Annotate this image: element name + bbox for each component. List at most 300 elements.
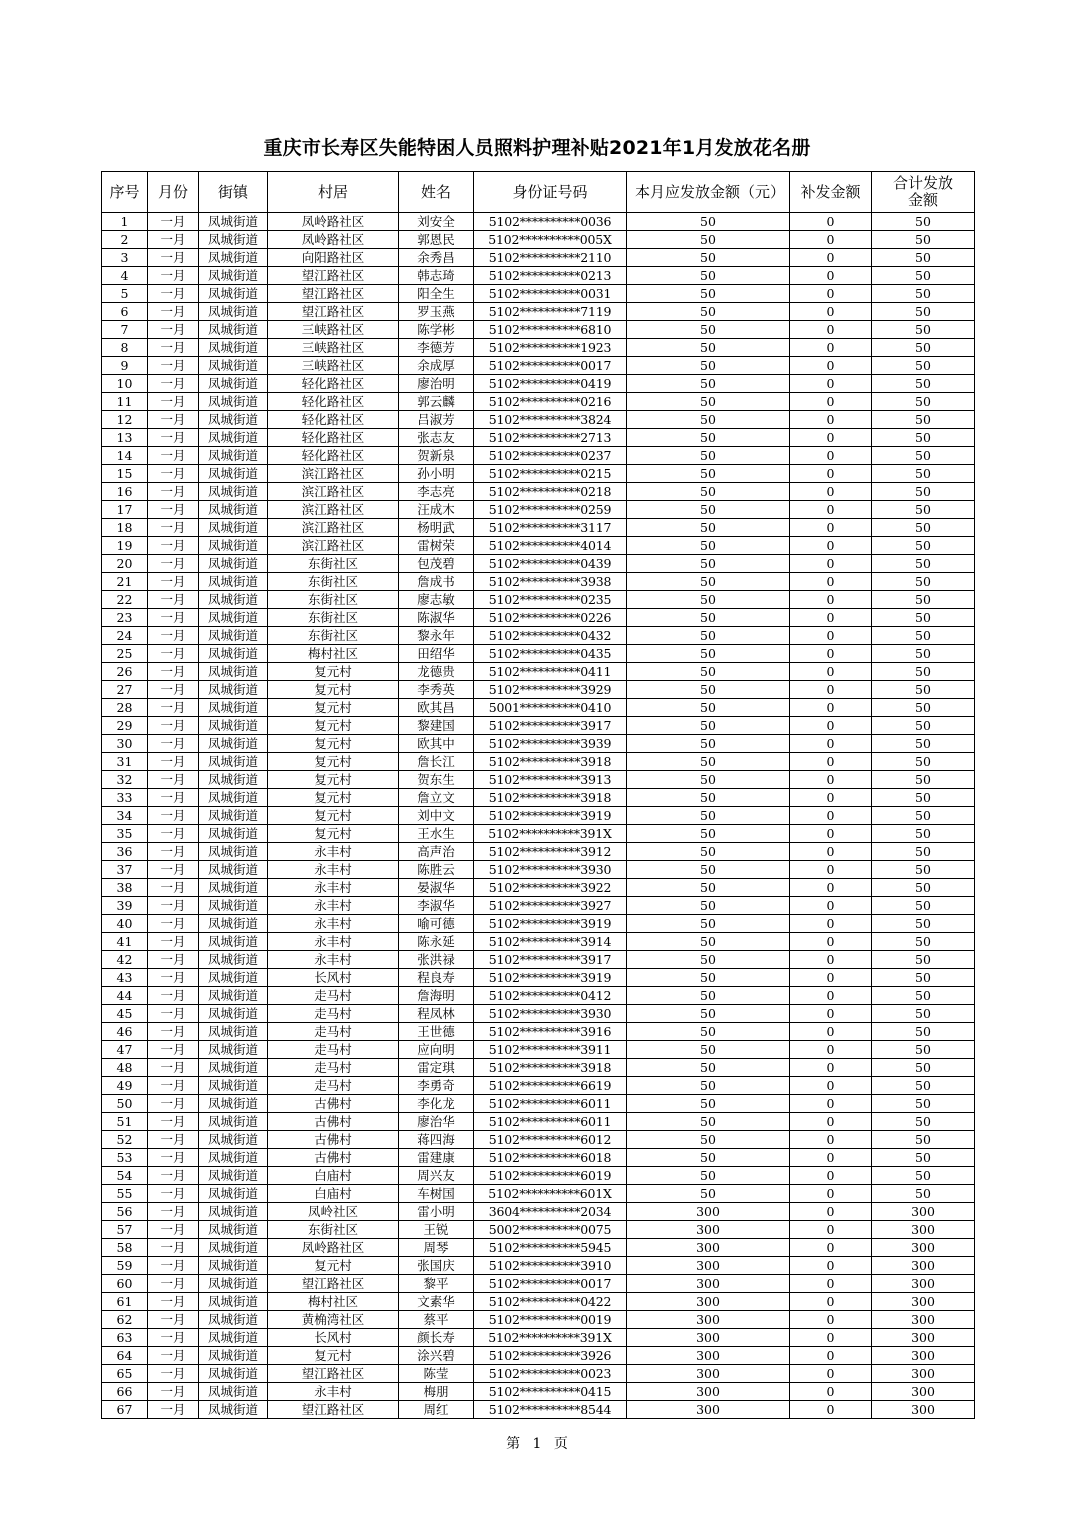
cell-due: 300	[627, 1203, 790, 1221]
cell-month: 一月	[148, 483, 199, 501]
cell-due: 50	[627, 897, 790, 915]
header-name: 姓名	[399, 172, 474, 213]
cell-street: 凤城街道	[199, 1131, 268, 1149]
cell-name: 吕淑芳	[399, 411, 474, 429]
cell-total: 50	[872, 555, 975, 573]
cell-name: 周兴友	[399, 1167, 474, 1185]
table-row	[102, 213, 975, 231]
table-row	[102, 339, 975, 357]
cell-community: 长风村	[268, 1329, 399, 1347]
cell-due: 50	[627, 285, 790, 303]
cell-month: 一月	[148, 231, 199, 249]
cell-month: 一月	[148, 933, 199, 951]
cell-month: 一月	[148, 699, 199, 717]
cell-id: 5102**********0259	[474, 501, 627, 519]
cell-supp: 0	[790, 1185, 872, 1203]
cell-community: 永丰村	[268, 861, 399, 879]
cell-total: 50	[872, 753, 975, 771]
cell-street: 凤城街道	[199, 825, 268, 843]
cell-community: 复元村	[268, 1347, 399, 1365]
cell-community: 凤岭路社区	[268, 231, 399, 249]
cell-supp: 0	[790, 627, 872, 645]
cell-due: 50	[627, 393, 790, 411]
cell-street: 凤城街道	[199, 393, 268, 411]
cell-community: 永丰村	[268, 897, 399, 915]
cell-seq: 45	[102, 1005, 148, 1023]
cell-total: 50	[872, 357, 975, 375]
cell-name: 颜长寿	[399, 1329, 474, 1347]
cell-seq: 1	[102, 213, 148, 231]
cell-month: 一月	[148, 1041, 199, 1059]
cell-month: 一月	[148, 339, 199, 357]
cell-community: 凤岭社区	[268, 1203, 399, 1221]
cell-name: 贺新泉	[399, 447, 474, 465]
cell-community: 东街社区	[268, 591, 399, 609]
cell-total: 50	[872, 1131, 975, 1149]
cell-total: 50	[872, 969, 975, 987]
cell-supp: 0	[790, 987, 872, 1005]
cell-supp: 0	[790, 1311, 872, 1329]
cell-community: 走马村	[268, 1023, 399, 1041]
table-row	[102, 555, 975, 573]
cell-street: 凤城街道	[199, 807, 268, 825]
cell-supp: 0	[790, 231, 872, 249]
cell-name: 包茂碧	[399, 555, 474, 573]
cell-due: 50	[627, 1131, 790, 1149]
table-row	[102, 933, 975, 951]
cell-due: 50	[627, 231, 790, 249]
cell-supp: 0	[790, 1059, 872, 1077]
cell-seq: 18	[102, 519, 148, 537]
cell-due: 50	[627, 267, 790, 285]
cell-id: 5102**********3918	[474, 789, 627, 807]
cell-community: 轻化路社区	[268, 447, 399, 465]
cell-street: 凤城街道	[199, 1203, 268, 1221]
cell-month: 一月	[148, 735, 199, 753]
roster-table	[101, 171, 975, 1419]
table-row	[102, 663, 975, 681]
cell-due: 50	[627, 735, 790, 753]
cell-name: 汪成木	[399, 501, 474, 519]
table-row	[102, 681, 975, 699]
cell-total: 50	[872, 303, 975, 321]
table-row	[102, 429, 975, 447]
cell-month: 一月	[148, 663, 199, 681]
cell-name: 龙德贵	[399, 663, 474, 681]
cell-id: 5102**********0215	[474, 465, 627, 483]
cell-street: 凤城街道	[199, 1221, 268, 1239]
cell-due: 300	[627, 1293, 790, 1311]
table-row	[102, 1041, 975, 1059]
cell-total: 50	[872, 573, 975, 591]
cell-month: 一月	[148, 1365, 199, 1383]
cell-seq: 65	[102, 1365, 148, 1383]
cell-name: 詹成书	[399, 573, 474, 591]
table-row	[102, 375, 975, 393]
cell-id: 5102**********391X	[474, 1329, 627, 1347]
cell-due: 50	[627, 447, 790, 465]
cell-id: 5102**********3938	[474, 573, 627, 591]
table-row	[102, 717, 975, 735]
cell-month: 一月	[148, 1311, 199, 1329]
cell-total: 50	[872, 951, 975, 969]
cell-id: 5102**********7119	[474, 303, 627, 321]
cell-supp: 0	[790, 447, 872, 465]
cell-month: 一月	[148, 465, 199, 483]
table-row	[102, 465, 975, 483]
cell-total: 50	[872, 429, 975, 447]
cell-supp: 0	[790, 609, 872, 627]
cell-name: 雷树荣	[399, 537, 474, 555]
cell-seq: 3	[102, 249, 148, 267]
cell-supp: 0	[790, 1131, 872, 1149]
table-row	[102, 843, 975, 861]
cell-total: 50	[872, 1077, 975, 1095]
cell-id: 5102**********3914	[474, 933, 627, 951]
cell-due: 300	[627, 1221, 790, 1239]
cell-id: 5102**********3824	[474, 411, 627, 429]
cell-due: 50	[627, 627, 790, 645]
cell-community: 东街社区	[268, 555, 399, 573]
cell-supp: 0	[790, 519, 872, 537]
cell-id: 5102**********3930	[474, 861, 627, 879]
cell-month: 一月	[148, 717, 199, 735]
cell-month: 一月	[148, 249, 199, 267]
cell-id: 5002**********0075	[474, 1221, 627, 1239]
cell-supp: 0	[790, 1023, 872, 1041]
cell-month: 一月	[148, 879, 199, 897]
cell-id: 5102**********0213	[474, 267, 627, 285]
table-row	[102, 249, 975, 267]
cell-total: 300	[872, 1347, 975, 1365]
cell-seq: 29	[102, 717, 148, 735]
cell-name: 杨明武	[399, 519, 474, 537]
table-row	[102, 1203, 975, 1221]
cell-supp: 0	[790, 267, 872, 285]
cell-month: 一月	[148, 1329, 199, 1347]
cell-street: 凤城街道	[199, 555, 268, 573]
cell-supp: 0	[790, 753, 872, 771]
cell-seq: 15	[102, 465, 148, 483]
cell-seq: 50	[102, 1095, 148, 1113]
cell-seq: 30	[102, 735, 148, 753]
cell-community: 望江路社区	[268, 267, 399, 285]
header-community: 村居	[268, 172, 399, 213]
cell-total: 50	[872, 411, 975, 429]
cell-due: 50	[627, 933, 790, 951]
cell-id: 5102**********3917	[474, 951, 627, 969]
cell-id: 5102**********0023	[474, 1365, 627, 1383]
cell-name: 廖志敏	[399, 591, 474, 609]
cell-street: 凤城街道	[199, 1167, 268, 1185]
cell-id: 5102**********3919	[474, 807, 627, 825]
table-row	[102, 447, 975, 465]
cell-community: 永丰村	[268, 1383, 399, 1401]
cell-supp: 0	[790, 1383, 872, 1401]
cell-seq: 14	[102, 447, 148, 465]
cell-street: 凤城街道	[199, 1149, 268, 1167]
cell-due: 50	[627, 411, 790, 429]
cell-due: 50	[627, 483, 790, 501]
cell-due: 50	[627, 843, 790, 861]
cell-month: 一月	[148, 447, 199, 465]
cell-total: 50	[872, 915, 975, 933]
table-row	[102, 1365, 975, 1383]
cell-street: 凤城街道	[199, 753, 268, 771]
cell-seq: 7	[102, 321, 148, 339]
table-row	[102, 645, 975, 663]
cell-supp: 0	[790, 699, 872, 717]
cell-name: 张国庆	[399, 1257, 474, 1275]
cell-due: 300	[627, 1401, 790, 1419]
cell-month: 一月	[148, 1167, 199, 1185]
cell-seq: 2	[102, 231, 148, 249]
cell-street: 凤城街道	[199, 1347, 268, 1365]
cell-total: 50	[872, 249, 975, 267]
cell-seq: 38	[102, 879, 148, 897]
cell-community: 复元村	[268, 789, 399, 807]
cell-total: 50	[872, 267, 975, 285]
cell-month: 一月	[148, 303, 199, 321]
cell-supp: 0	[790, 591, 872, 609]
cell-due: 50	[627, 249, 790, 267]
cell-total: 50	[872, 933, 975, 951]
cell-community: 东街社区	[268, 627, 399, 645]
cell-month: 一月	[148, 1005, 199, 1023]
header-month: 月份	[148, 172, 199, 213]
cell-community: 东街社区	[268, 573, 399, 591]
cell-street: 凤城街道	[199, 339, 268, 357]
cell-seq: 46	[102, 1023, 148, 1041]
cell-due: 50	[627, 1059, 790, 1077]
cell-seq: 25	[102, 645, 148, 663]
cell-due: 50	[627, 663, 790, 681]
cell-total: 50	[872, 717, 975, 735]
cell-due: 300	[627, 1311, 790, 1329]
cell-supp: 0	[790, 303, 872, 321]
cell-community: 白庙村	[268, 1185, 399, 1203]
cell-seq: 19	[102, 537, 148, 555]
cell-community: 永丰村	[268, 951, 399, 969]
cell-total: 50	[872, 1149, 975, 1167]
cell-name: 詹海明	[399, 987, 474, 1005]
cell-name: 余成厚	[399, 357, 474, 375]
cell-month: 一月	[148, 609, 199, 627]
cell-seq: 61	[102, 1293, 148, 1311]
table-row	[102, 915, 975, 933]
cell-id: 5102**********0432	[474, 627, 627, 645]
cell-street: 凤城街道	[199, 357, 268, 375]
cell-due: 50	[627, 591, 790, 609]
cell-seq: 6	[102, 303, 148, 321]
cell-street: 凤城街道	[199, 303, 268, 321]
cell-month: 一月	[148, 285, 199, 303]
table-row	[102, 1167, 975, 1185]
cell-community: 梅村社区	[268, 1293, 399, 1311]
cell-total: 50	[872, 465, 975, 483]
cell-name: 车树国	[399, 1185, 474, 1203]
cell-due: 50	[627, 771, 790, 789]
cell-id: 5102**********0218	[474, 483, 627, 501]
table-row	[102, 303, 975, 321]
cell-id: 5102**********0019	[474, 1311, 627, 1329]
cell-name: 雷小明	[399, 1203, 474, 1221]
cell-due: 50	[627, 1041, 790, 1059]
cell-name: 张志友	[399, 429, 474, 447]
cell-supp: 0	[790, 1221, 872, 1239]
cell-due: 300	[627, 1257, 790, 1275]
cell-month: 一月	[148, 1221, 199, 1239]
cell-month: 一月	[148, 213, 199, 231]
cell-community: 望江路社区	[268, 1401, 399, 1419]
table-row	[102, 285, 975, 303]
cell-due: 50	[627, 555, 790, 573]
cell-id: 5102**********0235	[474, 591, 627, 609]
table-row	[102, 861, 975, 879]
cell-total: 50	[872, 1005, 975, 1023]
cell-id: 3604**********2034	[474, 1203, 627, 1221]
cell-community: 轻化路社区	[268, 375, 399, 393]
cell-supp: 0	[790, 897, 872, 915]
cell-due: 50	[627, 915, 790, 933]
cell-seq: 40	[102, 915, 148, 933]
cell-supp: 0	[790, 1401, 872, 1419]
cell-community: 复元村	[268, 681, 399, 699]
cell-supp: 0	[790, 1077, 872, 1095]
cell-name: 贺东生	[399, 771, 474, 789]
table-row	[102, 1059, 975, 1077]
cell-month: 一月	[148, 429, 199, 447]
table-row	[102, 483, 975, 501]
cell-total: 300	[872, 1401, 975, 1419]
table-row	[102, 411, 975, 429]
cell-seq: 20	[102, 555, 148, 573]
cell-total: 50	[872, 447, 975, 465]
cell-name: 刘安全	[399, 213, 474, 231]
cell-id: 5102**********3918	[474, 1059, 627, 1077]
cell-seq: 11	[102, 393, 148, 411]
cell-street: 凤城街道	[199, 1311, 268, 1329]
cell-month: 一月	[148, 807, 199, 825]
cell-community: 轻化路社区	[268, 411, 399, 429]
cell-month: 一月	[148, 861, 199, 879]
cell-street: 凤城街道	[199, 735, 268, 753]
cell-street: 凤城街道	[199, 1239, 268, 1257]
cell-name: 李淑华	[399, 897, 474, 915]
cell-month: 一月	[148, 825, 199, 843]
table-row	[102, 825, 975, 843]
cell-street: 凤城街道	[199, 645, 268, 663]
cell-seq: 42	[102, 951, 148, 969]
cell-seq: 4	[102, 267, 148, 285]
cell-total: 50	[872, 1167, 975, 1185]
cell-name: 王水生	[399, 825, 474, 843]
cell-street: 凤城街道	[199, 591, 268, 609]
cell-street: 凤城街道	[199, 987, 268, 1005]
cell-name: 蒋四海	[399, 1131, 474, 1149]
cell-street: 凤城街道	[199, 375, 268, 393]
cell-community: 滨江路社区	[268, 537, 399, 555]
cell-due: 50	[627, 969, 790, 987]
cell-supp: 0	[790, 411, 872, 429]
header-supp: 补发金额	[790, 172, 872, 213]
cell-seq: 9	[102, 357, 148, 375]
cell-supp: 0	[790, 501, 872, 519]
cell-name: 雷建康	[399, 1149, 474, 1167]
cell-street: 凤城街道	[199, 951, 268, 969]
cell-id: 5102**********0412	[474, 987, 627, 1005]
cell-name: 廖治华	[399, 1113, 474, 1131]
cell-id: 5102**********0237	[474, 447, 627, 465]
table-row	[102, 321, 975, 339]
cell-total: 50	[872, 681, 975, 699]
cell-month: 一月	[148, 1023, 199, 1041]
cell-total: 50	[872, 213, 975, 231]
cell-total: 50	[872, 1023, 975, 1041]
cell-community: 复元村	[268, 663, 399, 681]
cell-month: 一月	[148, 753, 199, 771]
cell-supp: 0	[790, 879, 872, 897]
cell-street: 凤城街道	[199, 1293, 268, 1311]
cell-month: 一月	[148, 1401, 199, 1419]
cell-due: 50	[627, 357, 790, 375]
cell-total: 50	[872, 1059, 975, 1077]
cell-due: 50	[627, 465, 790, 483]
cell-total: 50	[872, 231, 975, 249]
cell-street: 凤城街道	[199, 789, 268, 807]
cell-total: 50	[872, 897, 975, 915]
cell-seq: 67	[102, 1401, 148, 1419]
cell-street: 凤城街道	[199, 573, 268, 591]
cell-id: 5102**********601X	[474, 1185, 627, 1203]
cell-seq: 24	[102, 627, 148, 645]
cell-total: 50	[872, 771, 975, 789]
cell-name: 程良寿	[399, 969, 474, 987]
cell-name: 陈淑华	[399, 609, 474, 627]
cell-due: 50	[627, 429, 790, 447]
cell-seq: 36	[102, 843, 148, 861]
cell-name: 李德芳	[399, 339, 474, 357]
header-street: 街镇	[199, 172, 268, 213]
cell-total: 50	[872, 483, 975, 501]
cell-seq: 32	[102, 771, 148, 789]
cell-community: 复元村	[268, 807, 399, 825]
cell-due: 50	[627, 609, 790, 627]
cell-name: 郭云麟	[399, 393, 474, 411]
table-row	[102, 699, 975, 717]
cell-id: 5102**********6619	[474, 1077, 627, 1095]
cell-month: 一月	[148, 393, 199, 411]
cell-id: 5102**********3918	[474, 753, 627, 771]
cell-community: 轻化路社区	[268, 429, 399, 447]
cell-total: 50	[872, 861, 975, 879]
cell-supp: 0	[790, 717, 872, 735]
cell-due: 50	[627, 1077, 790, 1095]
cell-month: 一月	[148, 843, 199, 861]
cell-street: 凤城街道	[199, 1113, 268, 1131]
cell-seq: 17	[102, 501, 148, 519]
cell-due: 50	[627, 303, 790, 321]
cell-street: 凤城街道	[199, 879, 268, 897]
cell-supp: 0	[790, 735, 872, 753]
cell-community: 复元村	[268, 735, 399, 753]
cell-name: 雷定琪	[399, 1059, 474, 1077]
cell-due: 300	[627, 1347, 790, 1365]
cell-due: 50	[627, 753, 790, 771]
cell-street: 凤城街道	[199, 321, 268, 339]
cell-id: 5102**********0036	[474, 213, 627, 231]
cell-seq: 58	[102, 1239, 148, 1257]
